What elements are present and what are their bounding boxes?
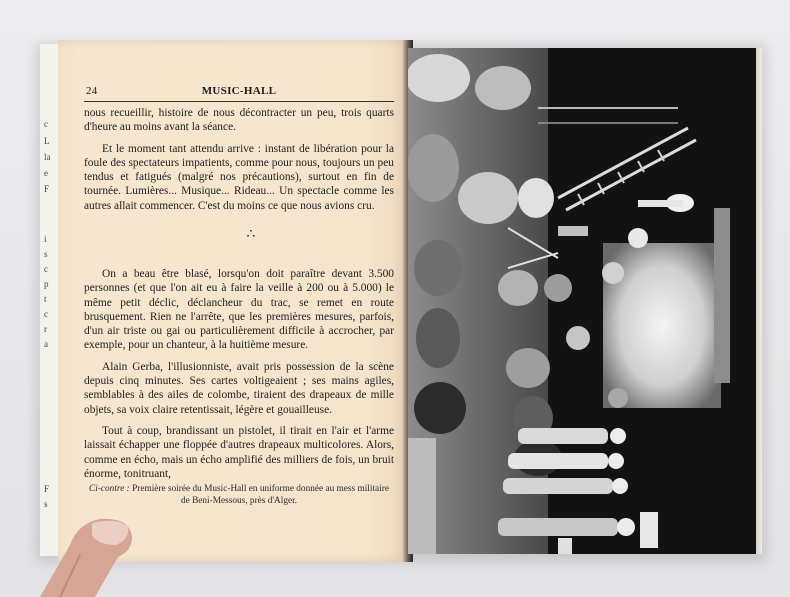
edge-char: c: [44, 264, 48, 274]
section-break-asterism: ∴: [246, 227, 256, 242]
edge-char: la: [44, 152, 51, 162]
right-page-edge: [756, 48, 762, 554]
edge-char: t: [44, 294, 47, 304]
page-number: 24: [86, 85, 98, 97]
paragraph: nous recueillir, histoire de nous décontracter un peu, trois quarts d'heure au moins avant la séance.: [84, 107, 394, 134]
edge-char: F: [44, 484, 50, 494]
edge-char: s: [44, 499, 48, 509]
edge-char: c: [44, 119, 48, 129]
caption-text: Première soirée du Music-Hall en uniforme donnée au mess militaire de Beni-Messous, près d'Alger.: [132, 484, 389, 506]
edge-char: p: [44, 279, 49, 289]
holding-thumb: [0, 505, 140, 597]
paragraph: Alain Gerba, l'illusionniste, avait pris possession de la scène depuis cinq minutes. Ses cartes voltigeaient ; ses mains agiles, semblables à des ailes de colombe, tiraient des drapeaux de mille objets, sa voix claire retentissait, légère et gouailleuse.: [84, 360, 394, 416]
edge-char: s: [44, 249, 48, 259]
running-header: [84, 83, 394, 102]
edge-char: L: [44, 136, 50, 146]
text-block-bottom: [84, 267, 394, 488]
edge-char: a: [44, 339, 48, 349]
caption-lead: Ci-contre :: [89, 484, 130, 494]
edge-char: c: [44, 309, 48, 319]
edge-char: r: [44, 324, 47, 334]
photo-caption: [84, 484, 394, 507]
paragraph: On a beau être blasé, lorsqu'on doit paraître devant 3.500 personnes (et que l'on ait eu à faire la veille à 200 ou à 5.000) le même petit déclic, déclancheur du trac, se remet en route brusquement. Rien ne l'arrête, que les premières mesures, parfois, d'un air triste ou gai ou particulièrement difficile à accrocher, par exemple, pour un chanteur, à la huitième mesure.: [84, 268, 394, 352]
running-title: MUSIC-HALL: [201, 85, 277, 97]
edge-char: F: [44, 184, 50, 194]
text-block-top: [84, 106, 394, 220]
edge-char: i: [44, 234, 47, 244]
photo-illustration: [408, 48, 758, 554]
stage-photograph: [408, 48, 758, 554]
paragraph: Tout à coup, brandissant un pistolet, il tirait en l'air et l'arme laissait échapper une floppée d'autres drapeaux multicolores. Alors, comme en écho, mais un écho amplifié des milliers de fois, un bruit énorme, tonitruant,: [84, 424, 394, 480]
paragraph: Et le moment tant attendu arrive : instant de libération pour la foule des spectateurs impatients, comme pour nous, toujours un peu tendus et fatigués (malgré nos précautions), surtout en fin de tournée. Lumières... Musique... Rideau... Un spectacle comme les autres allait commencer. C'est du moins ce que nous avions cru.: [84, 142, 394, 212]
edge-char: e: [44, 168, 48, 178]
